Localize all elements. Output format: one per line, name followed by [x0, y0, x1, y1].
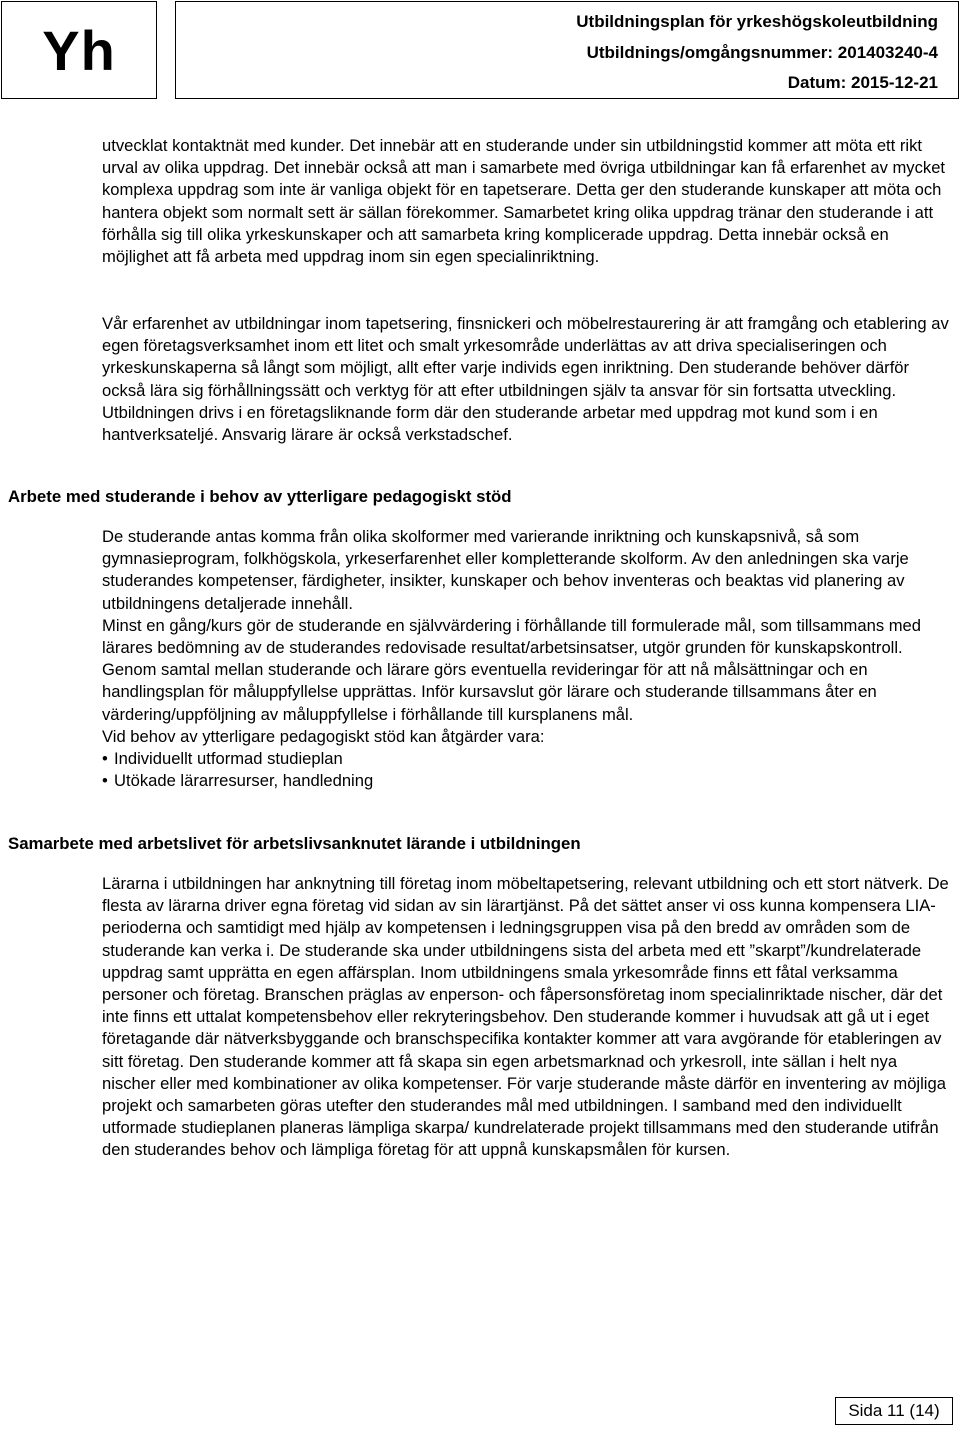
bullet-item	[102, 748, 954, 770]
section1-paragraph: Vid behov av ytterligare pedagogiskt stöd kan åtgärder vara:	[102, 726, 545, 746]
program-number: Utbildnings/omgångsnummer: 201403240-4	[586, 43, 938, 62]
bullet-text: Utökade lärarresurser, handledning	[114, 771, 374, 791]
bullet-text: Individuellt utformad studieplan	[114, 749, 343, 769]
bullet-item	[102, 770, 954, 792]
section1-paragraph: Minst en gång/kurs gör de studerande en självvärdering i förhållande till formulerade mål, som tillsammans med lärares bedömning av de studerandes redovisade resultat/arbetsinsatser, utgör grunden för kunskapskontroll. Genom samtal mellan studerande och lärare görs eventuella revideringar för att nå målsättningar och en handlingsplan för måluppfyllelse upprättas. Inför kursavslut gör lärare och studerande tillsammans åter en värdering/uppföljning av måluppfyllelse i förhållande till kursplanens mål.	[102, 615, 922, 724]
document-date: Datum: 2015-12-21	[787, 73, 938, 92]
experience-paragraph: Vår erfarenhet av utbildningar inom tapetsering, finsnickeri och möbelrestaurering är att framgång och etablering av egen företagsverksamhet inom ett litet och smalt yrkesområde underlättas av att driva specialiseringen och yrkeskunskaperna så långt som möjligt, allt efter varje individs egen inriktning. Den studerande behöver därför också lära sig förhållningssätt och verktyg för att efter utbildningen själv ta ansvar för sin fortsatta utveckling.	[102, 314, 949, 400]
intro-text	[102, 135, 954, 268]
yh-logo: Yh	[42, 18, 116, 82]
page-number-box	[835, 1397, 953, 1425]
section1-paragraph: De studerande antas komma från olika skolformer med varierande inriktning och kunskapsnivå, så som gymnasieprogram, folkhögskola, yrkeserfarenhet eller kompletterande skolform. Av den anledningen ska varje studerandes kompetenser, färdigheter, insikter, kunskaper och behov inventeras och beaktas vid planering av utbildningens detaljerade innehåll.	[102, 527, 909, 613]
experience-paragraph: Utbildningen drivs i en företagsliknande form där den studerande arbetar med uppdrag mot kund som i en hantverksateljé. Ansvarig lärare är också verkstadschef.	[102, 402, 878, 445]
bullet-icon: •	[102, 749, 108, 769]
intro-paragraph: utvecklat kontaktnät med kunder. Det innebär att en studerande under sin utbildningstid kommer att möta ett rikt urval av olika uppdrag. Det innebär också att man i samarbete med övriga utbildningar kan få erfarenhet av mycket komplexa uppdrag som inte är vanliga objekt för en tapetserare. Detta ger den studerande kunskaper att möta och hantera objekt som normalt sett är sällan förekommer. Samarbetet kring olika uppdrag tränar den studerande i att förhålla sig till olika yrkeskunskaper och att samarbeta kring komplicerade uppdrag. Detta innebär också en möjlighet att få arbeta med uppdrag inom sin egen specialinriktning.	[102, 136, 946, 267]
page-number: Sida 11 (14)	[848, 1401, 940, 1420]
experience-text	[102, 313, 954, 446]
document-header	[175, 1, 959, 99]
section1-text	[102, 526, 954, 792]
section-heading-pedagogical-support: Arbete med studerande i behov av ytterligare pedagogiskt stöd	[8, 487, 512, 506]
section-heading-work-life-cooperation: Samarbete med arbetslivet för arbetslivsanknutet lärande i utbildningen	[8, 834, 581, 853]
logo-box	[1, 1, 157, 99]
section2-paragraph: Lärarna i utbildningen har anknytning till företag inom möbeltapetsering, relevant utbildning och ett stort nätverk. De flesta av lärarna driver egna företag vid sidan av sin lärartjänst. På det sättet anser vi oss kunna kompensera LIA-perioderna och samtidigt med hjälp av kompetensen i ledningsgruppen visa på den bredd av områden som de studerande kan verka i. De studerande ska under utbildningens sista del arbeta med ett ”skarpt”/kundrelaterade uppdrag samt upprätta en egen affärsplan. Inom utbildningens smala yrkesområde finns ett fåtal verksamma personer och företag. Branschen präglas av enperson- och fåpersonsföretag inom specialinriktade nischer, där det inte finns ett uttalat kompetensbehov eller rekryteringsbehov. Den studerande kommer i huvudsak att gå ut i eget företagande där nätverksbyggande och branschspecifika kontakter kommer att vara avgörande för etableringen av sitt företag. Den studerande kommer att få skapa sin egen arbetsmarknad och yrkesroll, inte sällan i helt nya nischer eller med kombinationer av olika kompetenser. För varje studerande måste därför en inventering av möjliga projekt och samarbeten göras utefter den studerandes mål med utbildningen. I samband med den individuellt utformade studieplanen planeras lämpliga skarpa/ kundrelaterade projekt tillsammans med den studerande utifrån den studerandes behov och lämpliga företag för att uppnå kunskapsmålen för kursen.	[102, 874, 949, 1160]
bullet-icon: •	[102, 771, 108, 791]
section2-text	[102, 873, 954, 1162]
document-title: Utbildningsplan för yrkeshögskoleutbildning	[576, 12, 938, 31]
